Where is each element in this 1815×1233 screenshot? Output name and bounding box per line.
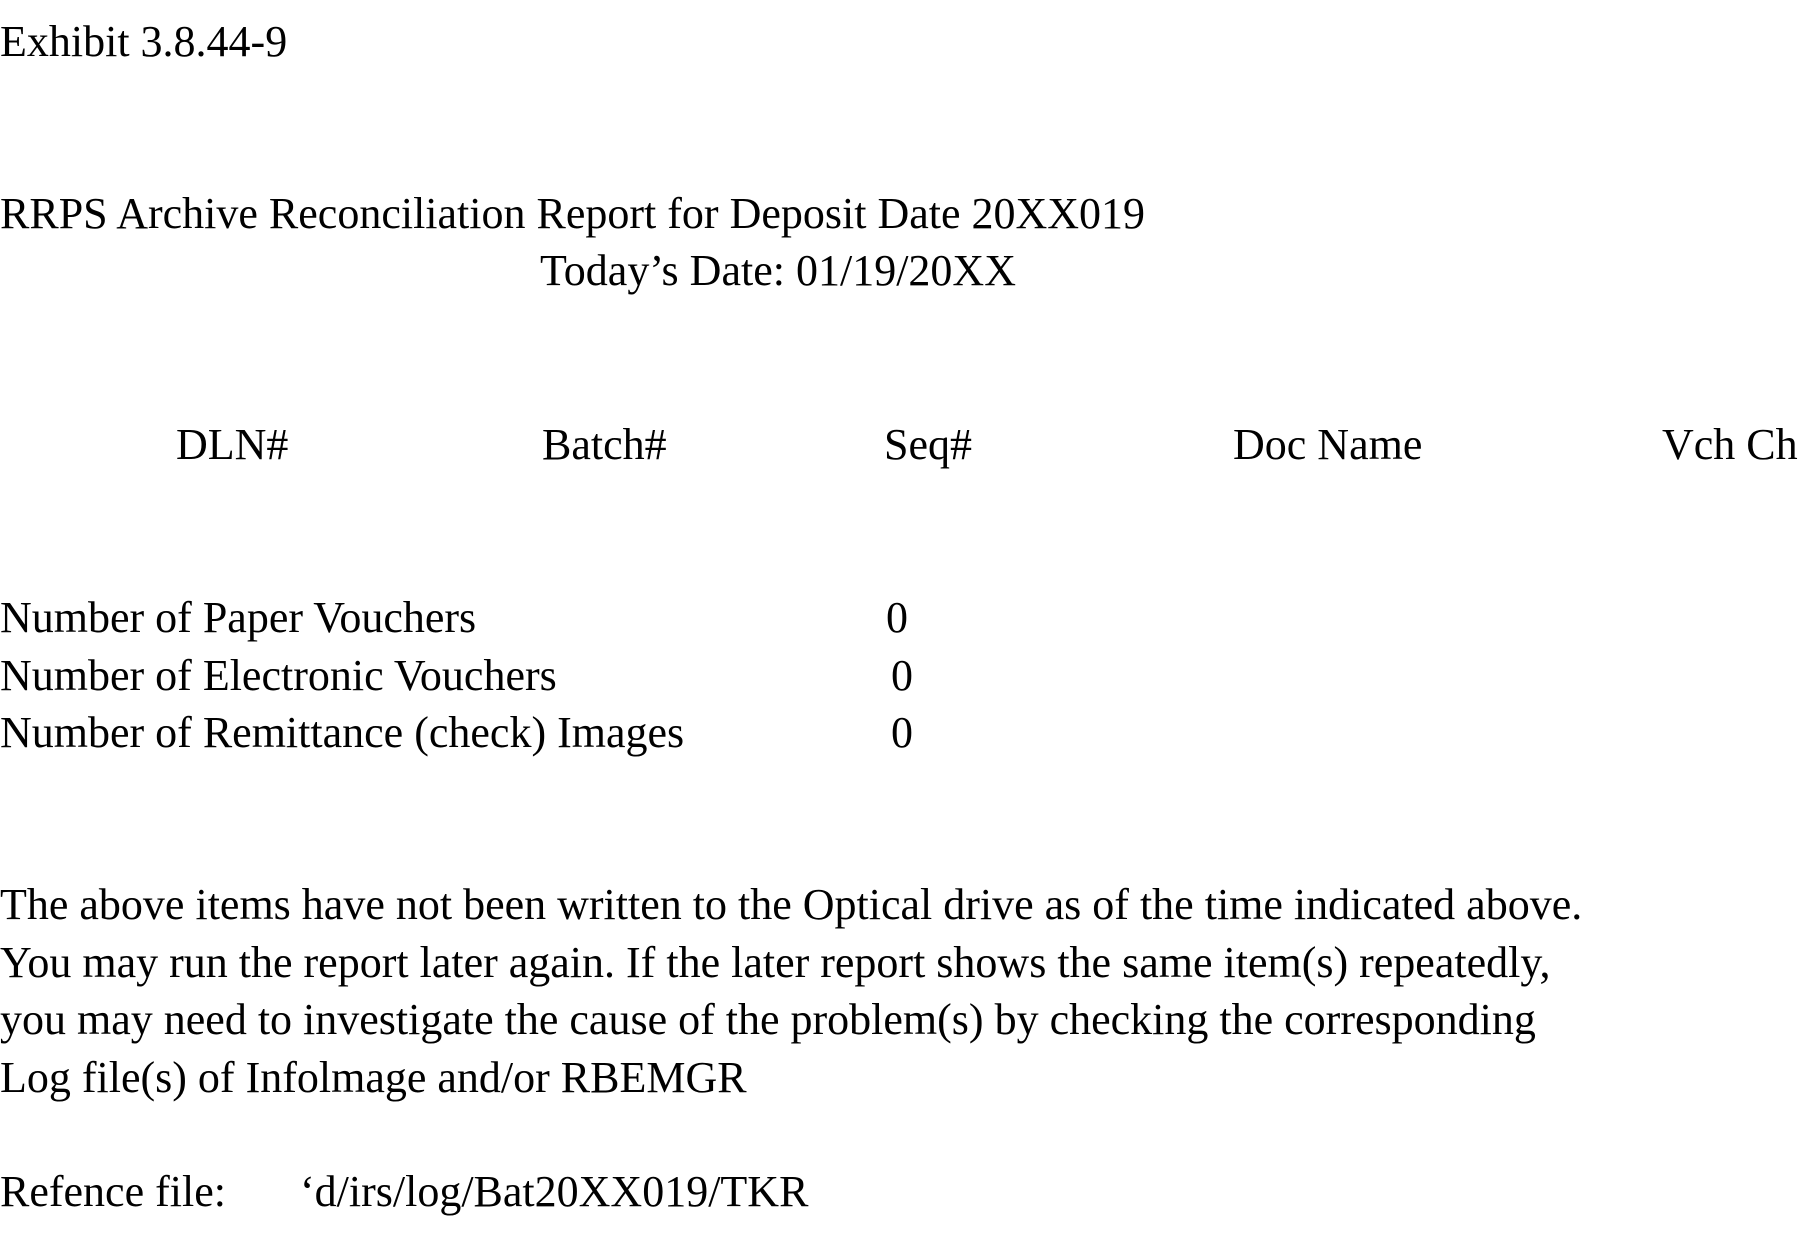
remittance-images-value: 0 — [891, 708, 913, 757]
notice-line: You may run the report later again. If the later report shows the same item(s) repeatedly, — [0, 937, 1551, 987]
notice-line: Log file(s) of Infolmage and/or RBEMGR — [0, 1052, 747, 1102]
reference-file-path: ‘d/irs/log/Bat20XX019/TKR — [300, 1167, 809, 1216]
column-header-vch-ch: Vch Ch — [1662, 420, 1798, 469]
column-header-batch: Batch# — [542, 420, 667, 469]
electronic-vouchers-value: 0 — [891, 651, 913, 700]
exhibit-title: Exhibit 3.8.44-9 — [0, 17, 288, 66]
report-title: RRPS Archive Reconciliation Report for Deposit Date 20XX019 — [0, 189, 1146, 238]
notice-line: you may need to investigate the cause of the problem(s) by checking the corresponding — [0, 995, 1536, 1044]
paper-vouchers-value: 0 — [886, 593, 908, 642]
paper-vouchers-label: Number of Paper Vouchers — [0, 593, 477, 642]
todays-date: Today’s Date: 01/19/20XX — [540, 246, 1016, 295]
remittance-images-label: Number of Remittance (check) Images — [0, 708, 685, 757]
electronic-vouchers-label: Number of Electronic Vouchers — [0, 651, 557, 700]
column-header-dln: DLN# — [176, 420, 289, 469]
reference-file — [0, 1167, 809, 1216]
notice-line: The above items have not been written to the Optical drive as of the time indicated above. — [0, 880, 1583, 929]
reference-file-label: Refence file: — [0, 1167, 226, 1216]
column-header-seq: Seq# — [884, 420, 972, 469]
column-header-doc-name: Doc Name — [1233, 420, 1423, 469]
notice-paragraph — [0, 880, 1815, 1113]
